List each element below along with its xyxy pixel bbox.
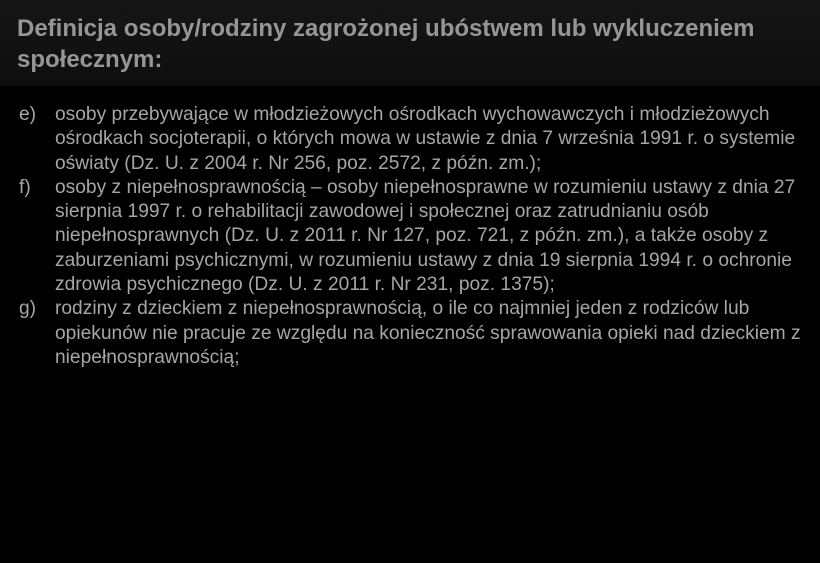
list-marker: f)	[19, 176, 31, 198]
list-item-text: osoby z niepełnosprawnością – osoby niepełnosprawne w rozumieniu ustawy z dnia 27 sierpnia 1997 r. o rehabilitacji zawodowej i społecznej oraz zatrudnianiu osób niepełnosprawnych (Dz. U. z 2011 r. Nr 127, poz. 721, z późn. zm.), a także osoby z zaburzeniami psychicznymi, w rozumieniu ustawy z dnia 19 sierpnia 1994 r. o ochronie zdrowia psychicznego (Dz. U. z 2011 r. Nr 231, poz. 1375);	[55, 176, 796, 296]
list-item-text: rodziny z dzieckiem z niepełnosprawnością, o ile co najmniej jeden z rodziców lub opiekunów nie pracuje ze względu na konieczność sprawowania opieki nad dzieckiem z niepełnosprawnością;	[55, 298, 801, 368]
list-item-f	[19, 176, 809, 297]
list-item-g	[19, 297, 809, 370]
list-marker: g)	[19, 298, 37, 320]
definition-list	[19, 103, 809, 370]
list-item-e	[19, 103, 809, 176]
slide-title: Definicja osoby/rodziny zagrożonej ubóstwem lub wykluczeniem społecznym:	[17, 15, 755, 73]
list-marker: e)	[19, 104, 37, 125]
list-item-text: osoby przebywające w młodzieżowych ośrodkach wychowawczych i młodzieżowych ośrodkach socjoterapii, o których mowa w ustawie z dnia 7 września 1991 r. o systemie oświaty (Dz. U. z 2004 r. Nr 256, poz. 2572, z późn. zm.);	[55, 104, 796, 174]
title-bar	[0, 0, 820, 86]
